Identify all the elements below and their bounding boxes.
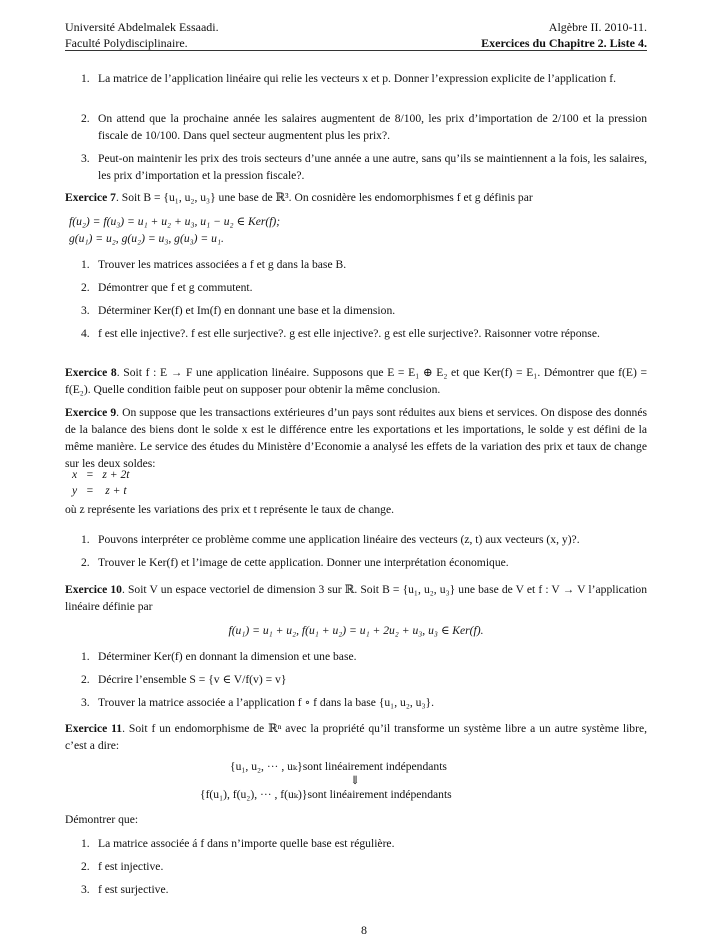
exercise-11-line2: {f(u₁), f(u₂), ··· , f(uₖ)}sont linéairement indépendants	[200, 788, 452, 801]
faculty-name: Faculté Polydisciplinaire.	[65, 36, 188, 50]
list-item: 1. La matrice de l’application linéaire qui relie les vecteurs x et p. Donner l’expression explicite de l’application f.	[81, 72, 616, 85]
header-rule	[65, 50, 647, 51]
exercise-10-title: Exercice 10	[65, 583, 122, 596]
exercise-11-line1: {u₁, u₂, ··· , uₖ}sont linéairement indépendants	[230, 760, 447, 773]
list-item: 1. Déterminer Ker(f) en donnant la dimension et une base.	[81, 650, 357, 663]
course-title: Algèbre II. 2010-11.	[548, 20, 647, 34]
exercise-11-prompt: Démontrer que:	[65, 813, 139, 826]
exercise-11: Exercice 11. Soit f un endomorphisme de ℝⁿ avec la propriété qu’il transforme un système libre a un autre système libre, c’est a dire:	[65, 722, 647, 752]
exercise-9-eq2: y = z + t	[72, 484, 127, 497]
exercise-7-title: Exercice 7	[65, 191, 116, 204]
exercise-8-title: Exercice 8	[65, 366, 117, 379]
exercise-7-eq1: f(u₂) = f(u₃) = u₁ + u₂ + u₃, u₁ − u₂ ∈ Ker(f);	[69, 215, 281, 228]
exercise-9-after: où z représente les variations des prix et t représente le taux de change.	[65, 503, 394, 516]
list-item: 2. On attend que la prochaine année les salaires augmentent de 8/100, les prix d’importation de 2/100 et la pression fiscale de 10/100. Dans quel secteur augmentent plus les prix?.	[81, 112, 647, 142]
exercise-7-intro: Exercice 7. Soit B = {u₁, u₂, u₃} une base de ℝ³. On cosnidère les endomorphismes f et g définis par	[65, 191, 533, 204]
exercise-10-eq: f(u₁) = u₁ + u₂, f(u₁ + u₂) = u₁ + 2u₂ + u₃, u₃ ∈ Ker(f).	[228, 624, 484, 637]
list-item: 1. Trouver les matrices associées a f et g dans la base B.	[81, 258, 347, 271]
list-item: 3. Trouver la matrice associée a l’application f ∘ f dans la base {u₁, u₂, u₃}.	[81, 696, 434, 709]
list-item: 3. Peut-on maintenir les prix des trois secteurs d’une année a une autre, sans qu’ils se maintiennent a la fois, les salaires, les prix d’importation et la pression fiscale?.	[81, 152, 647, 182]
exercise-9: Exercice 9. On suppose que les transactions extérieures d’un pays sont réduites aux biens et services. On dispose des donnés de la balance des biens dont le solde x est le différence entre les exportations et les importations, le solde y est défini de la même manière. Le service des études du Ministère d’Economie a analysé les effets de la variation des prix et taux de change sur les deux soldes:	[65, 406, 647, 470]
exercise-10: Exercice 10. Soit V un espace vectoriel de dimension 3 sur ℝ. Soit B = {u₁, u₂, u₃} une base de V et f : V → V l’application linéaire définie par	[65, 583, 648, 613]
implies-down-arrow-icon: ⇓	[350, 774, 360, 787]
university-name: Université Abdelmalek Essaadi.	[65, 20, 219, 34]
exercise-9-eq1: x = z + 2t	[72, 468, 130, 481]
list-item: 1. Pouvons interpréter ce problème comme une application linéaire des vecteurs (z, t) aux vecteurs (x, y)?.	[81, 533, 580, 546]
list-item: 3. Déterminer Ker(f) et Im(f) en donnant une base et la dimension.	[81, 304, 396, 317]
exercise-9-title: Exercice 9	[65, 406, 117, 419]
list-item: 4. f est elle injective?. f est elle surjective?. g est elle injective?. g est elle surjective?. Raisonner votre réponse.	[81, 327, 600, 340]
exercise-8: Exercice 8. Soit f : E → F une application linéaire. Supposons que E = E₁ ⊕ E₂ et que Ker(f) = E₁. Démontrer que f(E) = f(E₂). Quelle condition faible peut on supposer pour obtenir la même conclusion.	[65, 366, 647, 396]
list-item: 2. Trouver le Ker(f) et l’image de cette application. Donner une interprétation économique.	[81, 556, 509, 569]
page-number: 8	[361, 923, 367, 937]
list-item: 2. Démontrer que f et g commutent.	[81, 281, 253, 294]
list-item: 1. La matrice associée á f dans n’importe quelle base est régulière.	[81, 837, 395, 850]
list-item: 3. f est surjective.	[81, 883, 169, 896]
list-item: 2. f est injective.	[81, 860, 164, 873]
list-item: 2. Décrire l’ensemble S = {v ∈ V/f(v) = v}	[81, 673, 287, 686]
exercise-11-title: Exercice 11	[65, 722, 123, 735]
exercise-7-eq2: g(u₁) = u₂, g(u₂) = u₃, g(u₃) = u₁.	[69, 232, 224, 245]
chapter-title: Exercices du Chapitre 2. Liste 4.	[481, 36, 647, 50]
